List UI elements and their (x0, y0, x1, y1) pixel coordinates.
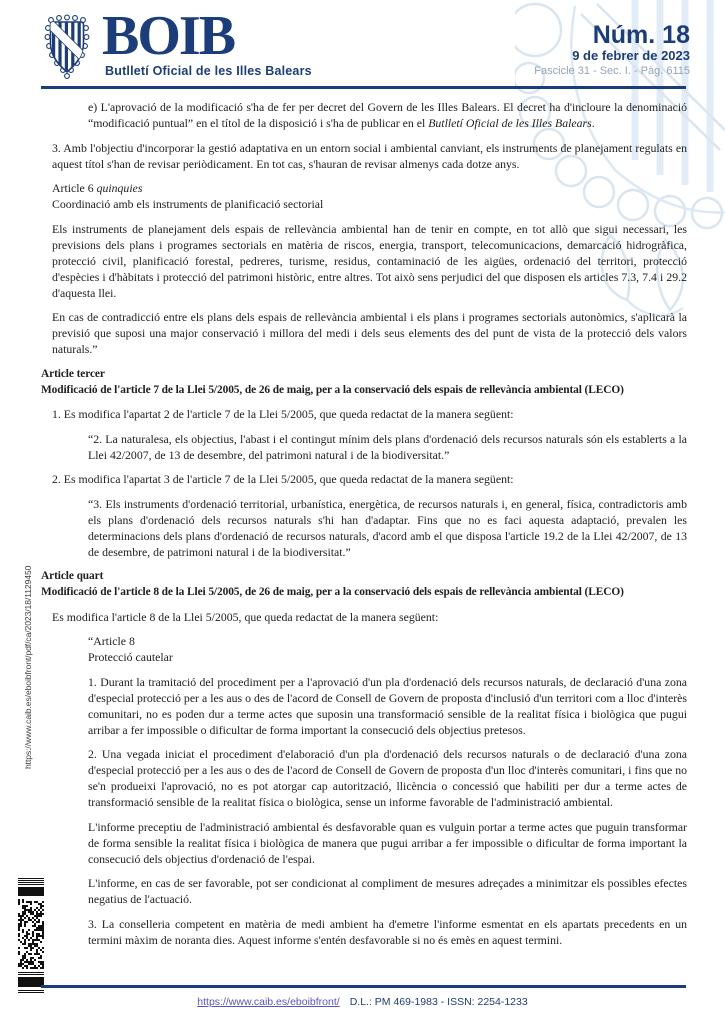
article-6-line1 (52, 180, 687, 196)
article-6-line2: Coordinació amb els instruments de planificació sectorial (52, 197, 324, 211)
paragraph-mod-apartat-2: 1. Es modifica l'apartat 2 de l'article 7 de la Llei 5/2005, que queda redactat de la manera següent: (52, 407, 514, 421)
paragraph-mod-apartat-3: 2. Es modifica l'apartat 3 de l'article 7 de la Llei 5/2005, que queda redactat de la manera següent: (52, 472, 514, 486)
footer-eboib-link[interactable]: https://www.caib.es/eboibfront/ (197, 996, 340, 1008)
quote-article-8-paragraph-informe-preceptiu: L'informe preceptiu de l'administració ambiental és desfavorable quan es vulguin portar a terme actes que puguin transformar de forma sensible la realitat física i biològica de manera que pugui arribar a fer impossible o dificultar de forma important la consecució dels objectius d'ordenació de l'espai. (88, 819, 687, 866)
balearic-coat-of-arms-icon (39, 13, 95, 85)
footer-divider (41, 985, 686, 988)
header-divider (41, 86, 686, 89)
article-tercer-subtitle: Modificació de l'article 7 de la Llei 5/2005, de 26 de maig, per a la conservació dels espais de rellevància ambiental (LECO) (41, 383, 624, 396)
article-quart-title: Article quart (41, 570, 104, 582)
paragraph-letter-e (41, 99, 687, 131)
quote-article-8-subtitle: Protecció cautelar (88, 650, 173, 664)
page-footer (0, 996, 725, 1008)
boib-logo-text: BOIB (102, 5, 235, 67)
article-6-quinquies-italic: quinquies (96, 181, 143, 195)
fascicle-section-page: Fascicle 31 - Sec. I. - Pàg. 6115 (534, 65, 690, 77)
article-quart-heading (41, 568, 687, 600)
quote-article-8-paragraph-3: 3. La conselleria competent en matèria de medi ambient ha d'emetre l'informe esmentat en els apartats precedents en un termini màxim de noranta dies. Aquest informe s'entén desfavorable si no és emès en aquest termini. (88, 916, 687, 947)
quote-naturalesa: “2. La naturalesa, els objectius, l'abast i el contingut mínim dels plans d'ordenació dels recursos naturals són els establerts a la Llei 42/2007, de 13 de desembre, del patrimoni natural i de la biodiversitat.” (88, 431, 687, 462)
paragraph-letter-e-tail: . (591, 116, 595, 130)
paragraph-3-amb: 3. Amb l'objectiu d'incorporar la gestió adaptativa en un entorn social i ambiental canviant, els instruments de planejament regulats en aquest títol s'han de revisar periòdicament. En tot cas, s'hauran de revisar almenys cada dotze anys. (52, 140, 687, 171)
paragraph-els-instruments: Els instruments de planejament dels espais de rellevància ambiental han de tenir en compte, en tot allò que sigui necessari, les previsions dels plans i programes sectorials en matèria de riscos, energia, transport, telecomunicacions, demarcació hidrogràfica, protecció civil, planificació forestal, pedreres, turisme, residus, contaminació de les aigües, ordenació del territori, protecció d'espècies i d'hàbitats i protecció del patrimoni històric, entre altres. Tot això sens perjudici del que disposen els articles 7.3, 7.4 i 29.2 d'aquesta llei. (52, 221, 687, 300)
paragraph-en-cas: En cas de contradicció entre els plans dels espais de rellevància ambiental i els plans i programes sectorials autonòmics, s'aplicarà la previsió que suposi una major conservació i millora del medi i dels seus elements des del punt de vista de la protecció dels valors naturals.” (52, 310, 687, 356)
sidebar-vertical-url: https://www.caib.es/eboibfront/pdf/ca/2023/18/1129450 (23, 565, 33, 769)
quote-article-8-paragraph-informe-favorable: L'informe, en cas de ser favorable, pot ser condicionat al compliment de mesures adreçades a minimitzar els possibles efectes negatius de l'actuació. (88, 876, 687, 906)
document-body (41, 99, 687, 956)
footer-deposit-issn: D.L.: PM 469-1983 - ISSN: 2254-1233 (349, 996, 528, 1008)
quote-article-8-paragraph-1: 1. Durant la tramitació del procediment per a l'aprovació d'un pla d'ordenació dels recursos naturals, de declaració d'una zona d'especial protecció per a les aus o des de l'acord de Consell de Govern de proposta d'inclusió d'un territori com a lloc d'interès comunitari, no es poden dur a terme actes que suposin una transformació sensible de la realitat física i biològica que pugui arribar a fer impossible o dificultar de forma important la consecució dels objectius pretesos. (88, 674, 687, 737)
quote-article-8-title: “Article 8 (88, 634, 135, 648)
quote-article-8-paragraph-2: 2. Una vegada iniciat el procediment d'elaboració d'un pla d'ordenació dels recursos naturals o de declaració d'una zona d'especial protecció per a les aus o des de l'acord de Consell de Govern de proposta d'un lloc d'interès comunitari, i fins que no se'n produeixi l'aprovació, no es pot atorgar cap autorització, llicència o concessió que habiliti per dur a terme actes de transformació sensible de la realitat física o biològica, sense un informe favorable de l'administració ambiental. (88, 747, 687, 809)
boib-logo-subtitle: Butlletí Oficial de les Illes Balears (105, 64, 312, 78)
header-issue-block (534, 22, 690, 78)
paragraph-letter-e-text: e) L'aprovació de la modificació s'ha de fer per decret del Govern de les Illes Balears. El decret ha d'incloure la denominació “modificació puntual” en el títol de la disposició i s'ha de publicar en el (88, 100, 687, 130)
issue-number: Núm. 18 (592, 21, 690, 49)
quote-article-8-heading (41, 633, 687, 665)
paragraph-es-modifica-article-8: Es modifica l'article 8 de la Llei 5/2005, que queda redactat de la manera següent: (52, 609, 439, 624)
issue-date: 9 de febrer de 2023 (572, 48, 690, 63)
journal-title-italic: Butlletí Oficial de les Illes Balears (428, 116, 592, 130)
article-6-prefix: Article 6 (52, 181, 97, 195)
article-tercer-title: Article tercer (41, 367, 105, 380)
article-tercer-heading (41, 366, 687, 398)
article-quart-subtitle: Modificació de l'article 8 de la Llei 5/2005, de 26 de maig, per a la conservació dels espais de rellevància ambiental (LECO) (41, 586, 624, 598)
quote-instruments-ordenacio: “3. Els instruments d'ordenació territorial, urbanística, energètica, de recursos naturals i, en general, física, contradictoris amb els plans d'ordenació dels recursos naturals s'hi han d'adaptar. Fins que no es faci aquesta adaptació, prevalen les determinacions dels plans d'ordenació de recursos naturals, d'acord amb el que disposa l'article 19.2 de la Llei 42/2007, de 13 de desembre, de patrimoni natural i de la biodiversitat.” (88, 496, 687, 559)
article-6-quinquies-heading (41, 180, 687, 212)
